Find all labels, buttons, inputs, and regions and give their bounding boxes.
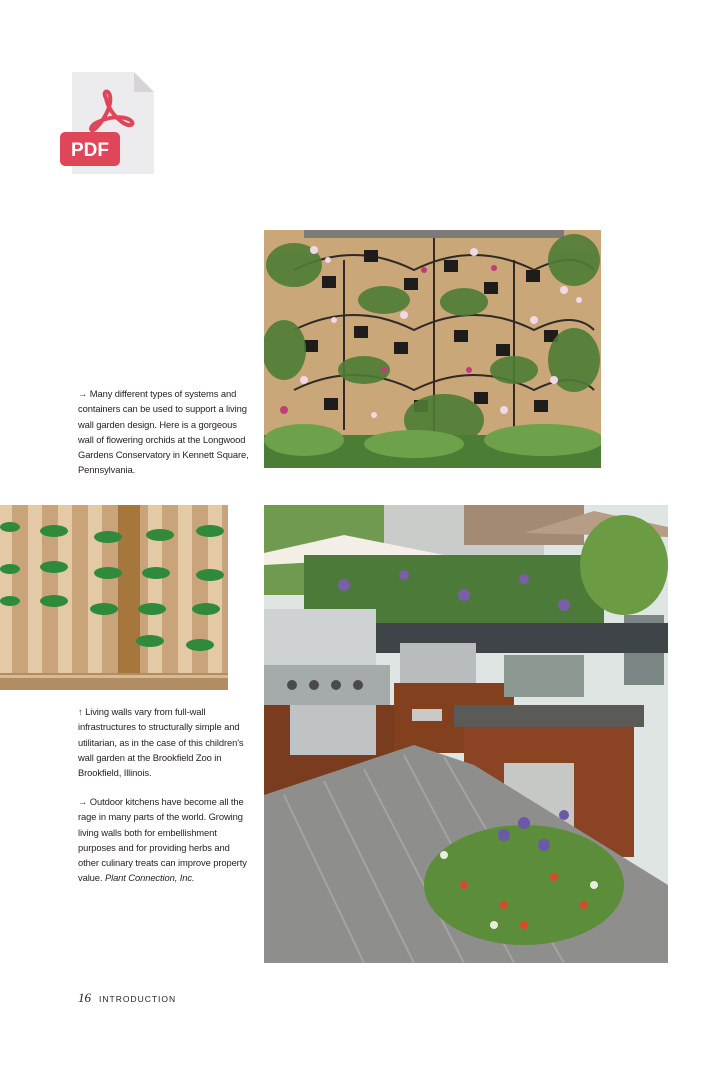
page-number: 16	[78, 990, 91, 1005]
outdoor-kitchen-caption	[78, 794, 250, 886]
pdf-file-icon[interactable]	[58, 70, 158, 178]
zoo-wall-caption: ↑ Living walls vary from full-wall infrastructures to structurally simple and utilitarian, as in the case of this children's wall garden at the Brookfield Zoo in Brookfield, Illinois.	[78, 706, 244, 779]
orchid-wall-caption: → Many different types of systems and containers can be used to support a living wall garden design. Here is a gorgeous wall of flowering orchids at the Longwood Gardens Conservatory in Kennett Square, Pennsylvania.	[78, 388, 249, 476]
page-folio	[78, 990, 176, 1006]
orchid-wall-photo	[264, 230, 601, 468]
outdoor-kitchen-caption-text: → Outdoor kitchens have become all the rage in many parts of the world. Growing living walls both for embellishment purposes and for providing herbs and other culinary treats can improve property value.	[78, 796, 247, 884]
pdf-badge-label: PDF	[71, 140, 109, 161]
photo-credit: Plant Connection, Inc.	[104, 872, 195, 884]
zoo-fence-photo	[0, 505, 228, 690]
section-title: INTRODUCTION	[99, 994, 177, 1004]
outdoor-kitchen-photo	[264, 505, 668, 963]
